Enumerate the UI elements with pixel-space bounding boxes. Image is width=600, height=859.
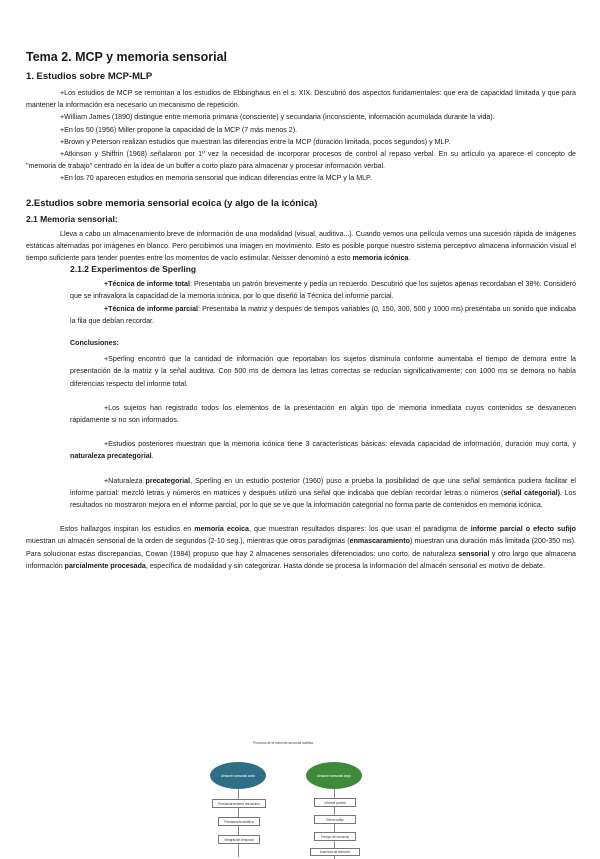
conclusion-2: +Los sujetos han registrado todos los elementos de la presentación en algún tipo de memoria inmediata cuyos contenidos se desvanecen rápidamente si no son informados. bbox=[70, 403, 576, 425]
left-box-3: Integración temporal bbox=[218, 835, 260, 844]
informe-total-paragraph: +Técnica de informe total: Presentaba un patrón brevemente y pedía un recuerdo. Descubrió que los sujetos apenas recordaban el 38%. Consideró que se infravalora la capacidad de la memoria icónica, por lo que diseñó la Técnica del informe parcial. bbox=[70, 280, 576, 301]
section1-heading: 1. Estudios sobre MCP-MLP bbox=[26, 71, 153, 82]
conclusions-label: Conclusiones: bbox=[70, 339, 119, 348]
section1-item-4: +Brown y Peterson realizan estudios que muestran las diferencias entre la MCP (duración limitada, pocos segundos) y MLP. bbox=[60, 137, 451, 146]
conclusion-1: +Sperling encontró que la cantidad de información que reportaban los sujetos disminuía conforme aumentaba el tiempo de demora entre la presentación de la matriz y la señal auditiva. Con 500 ms de demora las letras correctas se reducían significativamente; con 1000 ms se demora no había diferencias respecto del informe total. bbox=[70, 355, 576, 388]
right-box-1: Informe parcial bbox=[314, 798, 356, 807]
conclusion-4: +Naturaleza precategorial, Sperling en un estudio posterior (1960) puso a prueba la posibilidad de que una señal semántica pudiera facilitar el informe parcial: mezcló letras y números en matrices y después utilizó una señal que indicaba que debían recordar letras o números (señal categorial). Los resultados no mostraron mejora en el informe parcial, por lo que se ve que la información categorial no forma parte de contenidos en memoria icónica. bbox=[70, 476, 576, 510]
page-title: Tema 2. MCP y memoria sensorial bbox=[26, 50, 228, 64]
section2-heading: 2.Estudios sobre memoria sensorial ecoica (y algo de la icónica) bbox=[26, 197, 318, 209]
section1-item-3: +En los 50 (1956) Miller propone la capacidad de la MCP (7 más menos 2). bbox=[60, 125, 298, 134]
right-box-2: Efecto sufijo bbox=[314, 815, 356, 824]
subsection-memoria-sensorial: 2.1 Memoria sensorial: bbox=[26, 213, 118, 224]
diagram-title: Procesos de la memoria sensorial auditiva bbox=[253, 741, 313, 745]
left-box-2: Persistencia auditiva bbox=[218, 817, 260, 826]
informe-parcial-paragraph: +Técnica de informe parcial: Presentaba la matriz y después de tiempos variables (0, 150, 300, 500 y 1000 ms) presentaba un sonido que indicaba la fila que debían recordar. bbox=[70, 304, 576, 325]
document-page bbox=[26, 50, 576, 572]
memory-diagram bbox=[196, 737, 368, 854]
section1-item-1: +Los estudios de MCP se remontan a los estudios de Ebbinghaus en el s. XIX. Descubrió dos aspectos fundamentales: que era de capacidad limitada y que para mantener la información era necesario un mecanismo de repetición. bbox=[26, 89, 576, 110]
section1-item-5: +Atkinson y Shiffrin (1968) señalaron por 1º vez la necesidad de incorporar procesos de control al repaso verbal. En su artículo ya aparece el concepto de "memoria de trabajo" centrado en la idea de un buffer a corto plazo para almacenar y procesar información verbal. bbox=[26, 150, 576, 171]
short-store-oval: Almacén sensorial corto bbox=[210, 762, 266, 789]
subsection-sperling: 2.1.2 Experimentos de Sperling bbox=[70, 264, 197, 275]
left-box-1: Enmascaramiento retroactivo bbox=[212, 799, 266, 808]
section1-item-6: +En los 70 aparecen estudios en memoria sensorial que indican diferencias entre la MCP y la MLP. bbox=[60, 174, 372, 183]
section1-item-2: +William James (1890) distingue entre memoria primaria (consciente) y secundaria (inconsciente, información acumulada durante la vida). bbox=[60, 113, 495, 122]
long-store-oval: Almacén sensorial largo bbox=[306, 762, 362, 789]
right-box-4: Ausencia de atención bbox=[310, 848, 360, 856]
right-box-3: Tiempo de recuerdo bbox=[314, 832, 356, 841]
conclusion-3: +Estudios posteriores muestran que la memoria icónica tiene 3 características básicas: elevada capacidad de información, duración muy corta, y naturaleza precategorial. bbox=[70, 440, 576, 461]
memoria-sensorial-paragraph: Lleva a cabo un almacenamiento breve de información de una modalidad (visual, auditiva...). Cuando vemos una película vemos una sucesión rápida de imágenes estáticas alternadas por imágenes en blanco. Pero percibimos una imagen en movimiento. Esto es posible porque nuestro sistema perceptivo almacena información visual el tiempo suficiente para tender puentes entre los momentos de vacío estimular. Neisser denominó a esto memoria icónica. bbox=[26, 229, 576, 263]
final-paragraph: Estos hallazgos inspiran los estudios en memoria ecoica, que muestran resultados dispares: los que usan el paradigma de informe parcial o efecto sufijo muestran un almacén sensorial de la orden de segundos (2-10 seg.), mientras que otros paradigmas (enmascaramiento) muestran una duración más limitada (200-350 ms). Para solucionar estas discrepancias, Cowan (1984) propuso que hay 2 almacenes sensoriales diferenciados: uno corto, de naturaleza sensorial y otro largo que almacena información parcialmente procesada, específica de modalidad y sin categorizar. Hasta dónde se procesa la información del almacén sensorial es motivo de debate. bbox=[26, 525, 576, 570]
